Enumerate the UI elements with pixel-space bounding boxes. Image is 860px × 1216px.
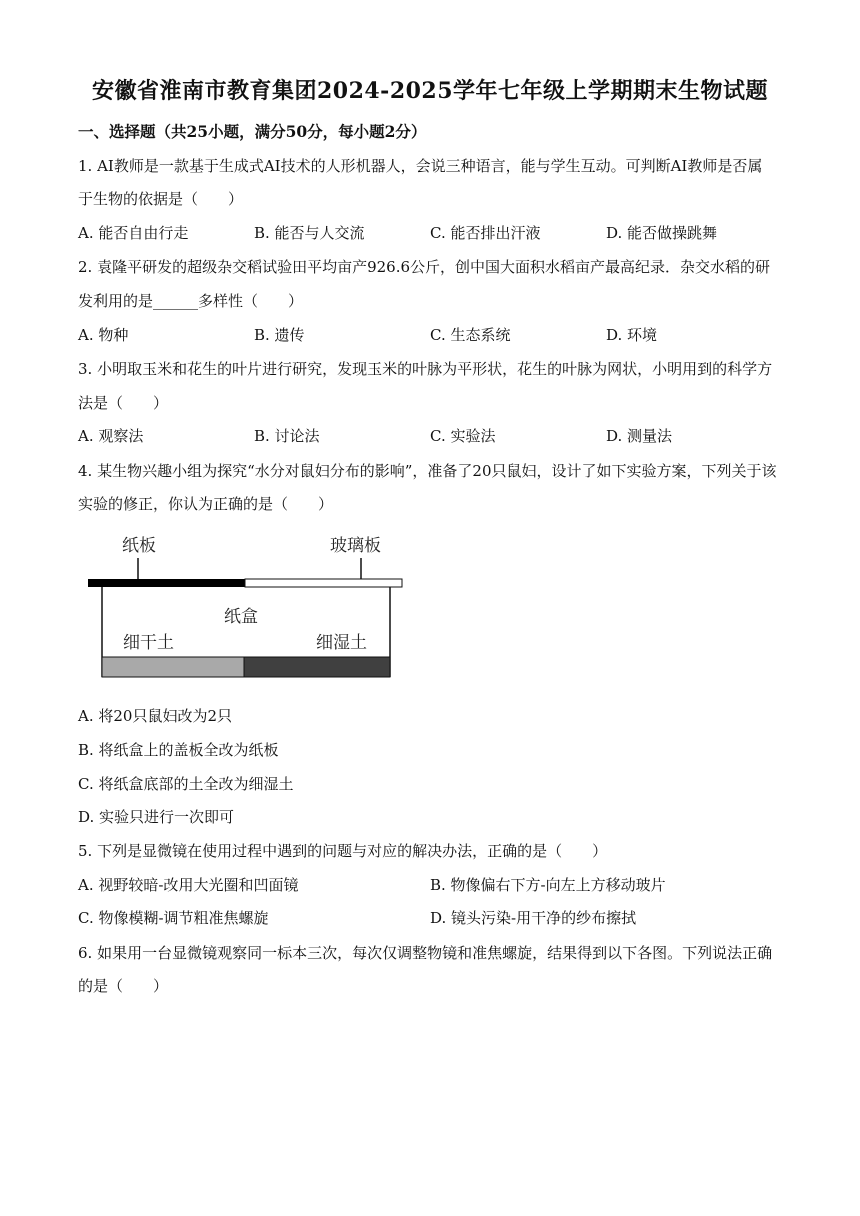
q4-line-2: 实验的修正，你认为正确的是（ ）: [78, 495, 334, 513]
q2-option-b: B. 遗传: [254, 326, 305, 344]
q4-line-1: 4. 某生物兴趣小组为探究“水分对鼠妇分布的影响”，准备了20只鼠妇，设计了如下实验方案，下列关于该: [78, 462, 777, 480]
q1-option-a: A. 能否自由行走: [78, 224, 189, 242]
wet-soil-layer: [244, 657, 390, 677]
wet-soil-label: 细湿土: [316, 633, 367, 653]
q3-option-c: C. 实验法: [430, 427, 496, 445]
q3-line-1: 3. 小明取玉米和花生的叶片进行研究，发现玉米的叶脉为平形状，花生的叶脉为网状，小明用到的科学方: [78, 360, 773, 378]
experiment-diagram-svg: [78, 524, 418, 689]
q3-option-d: D. 测量法: [606, 427, 673, 445]
q3-option-b: B. 讨论法: [254, 427, 320, 445]
q1-line-1: 1. AI教师是一款基于生成式AI技术的人形机器人，会说三种语言，能与学生互动。可判断AI教师是否属: [78, 157, 763, 175]
q2-line-2: 发利用的是______多样性（ ）: [78, 292, 304, 310]
q5-line-1: 5. 下列是显微镜在使用过程中遇到的问题与对应的解决办法，正确的是（ ）: [78, 842, 608, 860]
q4-option-a: A. 将20只鼠妇改为2只: [78, 707, 232, 725]
q3-line-2: 法是（ ）: [78, 394, 169, 412]
q1-line-2: 于生物的依据是（ ）: [78, 190, 244, 208]
q5-option-b: B. 物像偏右下方-向左上方移动玻片: [430, 876, 666, 894]
dry-soil-label: 细干土: [123, 633, 174, 653]
q4-option-c: C. 将纸盒底部的土全改为细湿土: [78, 775, 294, 793]
q2-line-1: 2. 袁隆平研发的超级杂交稻试验田平均亩产926.6公斤，创中国大面积水稻亩产最高纪录．杂交水稻的研: [78, 258, 771, 276]
glassboard-label: 玻璃板: [330, 536, 381, 556]
paperboard-cover: [88, 579, 245, 587]
q1-option-c: C. 能否排出汗液: [430, 224, 541, 242]
page-title: 安徽省淮南市教育集团2024-2025学年七年级上学期期末生物试题: [91, 78, 769, 104]
q2-option-c: C. 生态系统: [430, 326, 511, 344]
q6-line-1: 6. 如果用一台显微镜观察同一标本三次，每次仅调整物镜和准焦螺旋，结果得到以下各图。下列说法正确: [78, 944, 773, 962]
q1-option-b: B. 能否与人交流: [254, 224, 365, 242]
section-heading: 一、选择题（共25小题，满分50分，每小题2分）: [78, 122, 427, 141]
glassboard-cover: [245, 579, 402, 587]
q2-option-d: D. 环境: [606, 326, 658, 344]
dry-soil-layer: [102, 657, 244, 677]
experiment-diagram: [78, 524, 418, 689]
q5-option-a: A. 视野较暗-改用大光圈和凹面镜: [78, 876, 299, 894]
q5-option-c: C. 物像模糊-调节粗准焦螺旋: [78, 909, 269, 927]
q4-option-b: B. 将纸盒上的盖板全改为纸板: [78, 741, 279, 759]
paperboard-label: 纸板: [122, 536, 156, 556]
q1-option-d: D. 能否做操跳舞: [606, 224, 718, 242]
q4-option-d: D. 实验只进行一次即可: [78, 808, 235, 826]
q5-option-d: D. 镜头污染-用干净的纱布擦拭: [430, 909, 637, 927]
box-label: 纸盒: [224, 607, 258, 627]
q6-line-2: 的是（ ）: [78, 977, 169, 995]
q2-option-a: A. 物种: [78, 326, 129, 344]
q3-option-a: A. 观察法: [78, 427, 144, 445]
